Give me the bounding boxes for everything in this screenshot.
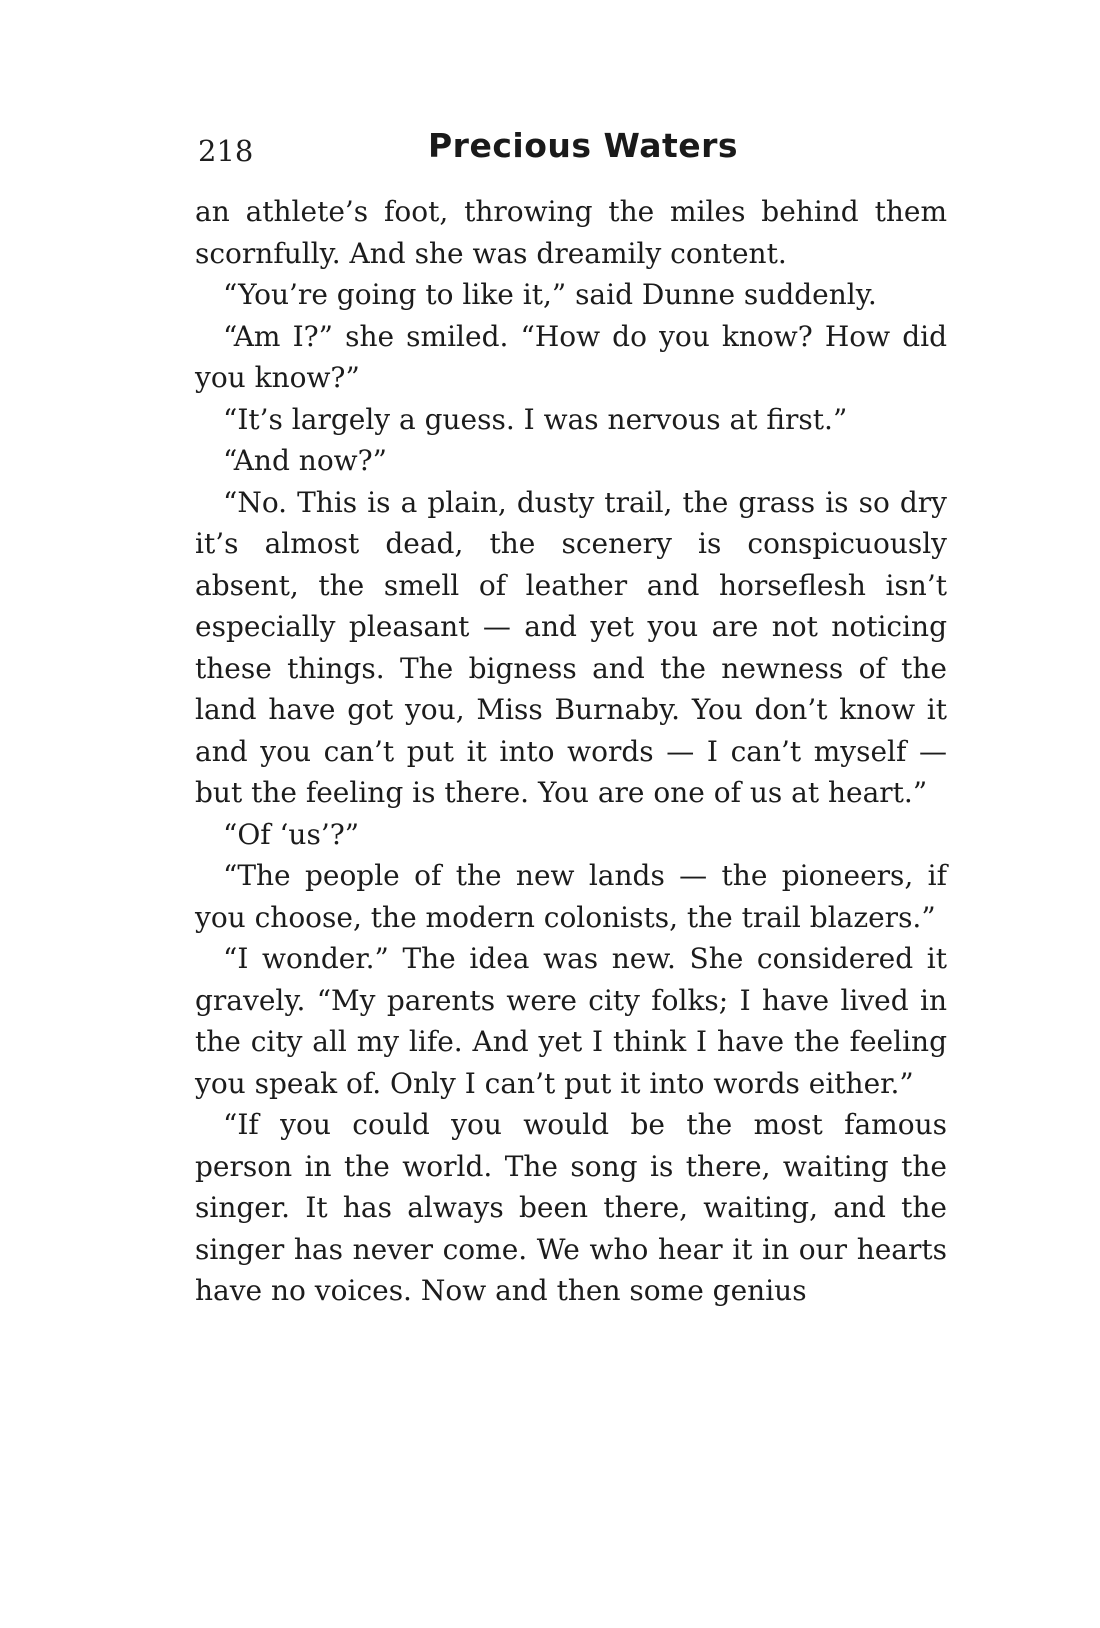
paragraph: “If you could you would be the most famous person in the world. The song is there, waiting the singer. It has always been there, waiting, and the singer has never come. We who hear it in our hearts have no voices. Now and then some genius bbox=[195, 1108, 947, 1307]
running-title: Precious Waters bbox=[428, 126, 739, 165]
paragraph: “It’s largely a guess. I was nervous at first.” bbox=[223, 402, 848, 436]
page-header bbox=[198, 126, 940, 186]
paragraph: “And now?” bbox=[223, 444, 387, 477]
paragraph: “Of ‘us’?” bbox=[223, 817, 360, 851]
paragraph: “The people of the new lands — the pioneers, if you choose, the modern colonists, the trail blazers.” bbox=[195, 859, 947, 934]
body-text bbox=[195, 191, 947, 1312]
paragraph: an athlete’s foot, throwing the miles behind them scornfully. And she was dreamily content. bbox=[195, 195, 947, 270]
paragraph: “Am I?” she smiled. “How do you know? How did you know?” bbox=[195, 319, 947, 394]
paragraph: “I wonder.” The idea was new. She considered it gravely. “My parents were city folks; I have lived in the city all my life. And yet I think I have the feeling you speak of. Only I can’t put it into words either.” bbox=[195, 942, 947, 1100]
paragraph: “No. This is a plain, dusty trail, the grass is so dry it’s almost dead, the scenery is conspicuously absent, the smell of leather and horseflesh isn’t especially pleasant — and yet you are not noticing these things. The bigness and the newness of the land have got you, Miss Burnaby. You don’t know it and you can’t put it into words — I can’t myself — but the feeling is there. You are one of us at heart.” bbox=[195, 485, 947, 809]
paragraph: “You’re going to like it,” said Dunne suddenly. bbox=[223, 278, 877, 311]
page-number: 218 bbox=[198, 134, 254, 168]
